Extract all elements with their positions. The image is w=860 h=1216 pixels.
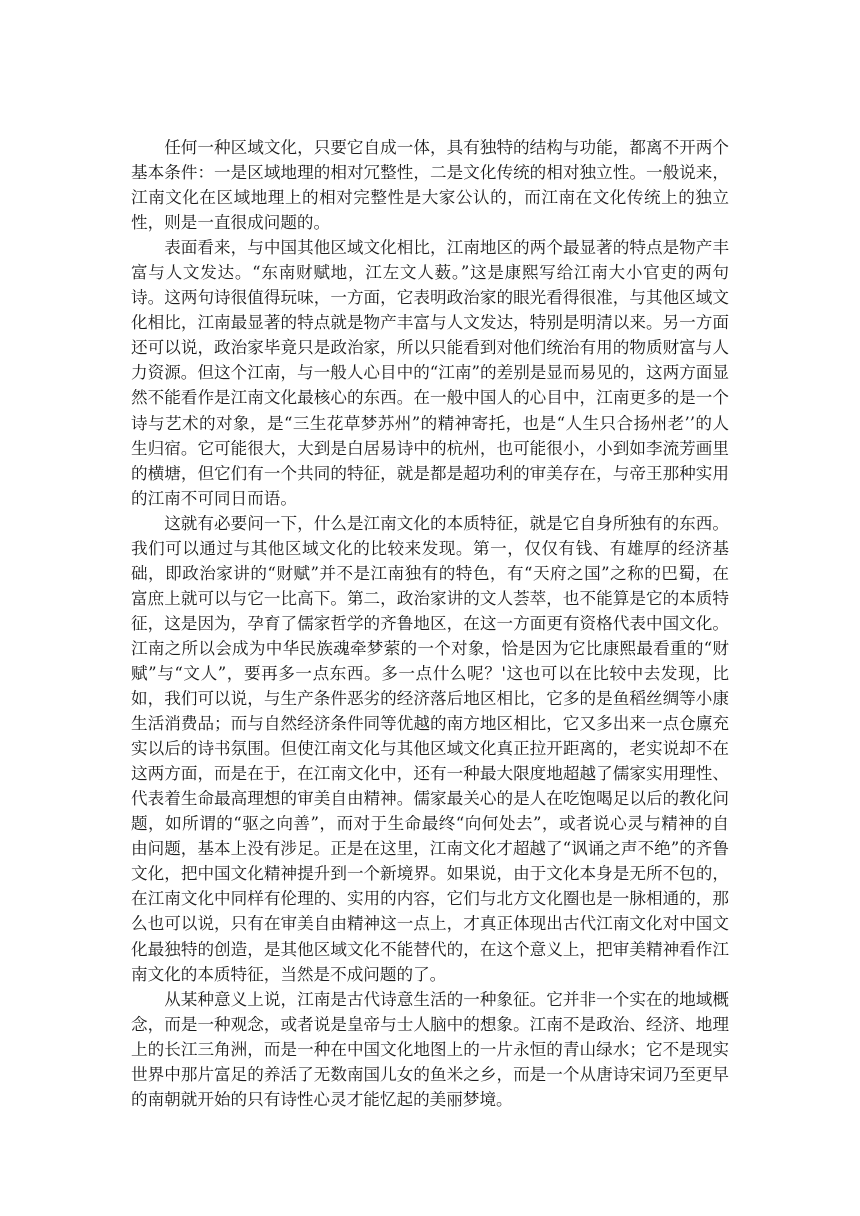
paragraph-2: 表面看来，与中国其他区域文化相比，江南地区的两个最显著的特点是物产丰富与人文发达。“东南财赋地，江左文人薮。”这是康熙写给江南大小官吏的两句诗。这两句诗很值得玩味，一方面，它表明政治家的眼光看得很准，与其他区域文化相比，江南最显著的特点就是物产丰富与人文发达，特别是明清以来。另一方面还可以说，政治家毕竟只是政治家，所以只能看到对他们统治有用的物质财富与人力资源。但这个江南，与一般人心目中的“江南”的差别是显而易见的，这两方面显然不能看作是江南文化最核心的东西。在一般中国人的心目中，江南更多的是一个诗与艺术的对象，是“三生花草梦苏州”的精神寄托，也是“人生只合扬州老’’的人生归宿。它可能很大，大到是白居易诗中的杭州，也可能很小，小到如李流芳画里的横塘，但它们有一个共同的特征，就是都是超功利的审美存在，与帝王那种实用的江南不可同日而语。	[131, 238, 729, 508]
paragraph-4: 从某种意义上说，江南是古代诗意生活的一种象征。它并非一个实在的地域概念，而是一种观念，或者说是皇帝与士人脑中的想象。江南不是政治、经济、地理上的长江三角洲，而是一种在中国文化地图上的一片永恒的青山绿水；它不是现实世界中那片富足的养活了无数南国儿女的鱼米之乡，而是一个从唐诗宋词乃至更早的南朝就开始的只有诗性心灵才能忆起的美丽梦境。	[131, 989, 729, 1109]
paragraph-3: 这就有必要问一下，什么是江南文化的本质特征，就是它自身所独有的东西。我们可以通过与其他区域文化的比较来发现。第一，仅仅有钱、有雄厚的经济基础，即政治家讲的“财赋”并不是江南独有的特色，有“天府之国”之称的巴蜀，在富庶上就可以与它一比高下。第二，政治家讲的文人荟萃，也不能算是它的本质特征，这是因为，孕育了儒家哲学的齐鲁地区，在这一方面更有资格代表中国文化。江南之所以会成为中华民族魂牵梦萦的一个对象，恰是因为它比康熙最看重的“财赋”与“文人”，要再多一点东西。多一点什么呢？'这也可以在比较中去发现，比如，我们可以说，与生产条件恶劣的经济落后地区相比，它多的是鱼稻丝绸等小康生活消费品；而与自然经济条件同等优越的南方地区相比，它又多出来一点仓廪充实以后的诗书氛围。但使江南文化与其他区域文化真正拉开距离的，老实说却不在这两方面，而是在于，在江南文化中，还有一种最大限度地超越了儒家实用理性、代表着生命最高理想的审美自由精神。儒家最关心的是人在吃饱喝足以后的教化问题，如所谓的“驱之向善”，而对于生命最终“向何处去”，或者说心灵与精神的自由问题，基本上没有涉足。正是在这里，江南文化才超越了“讽诵之声不绝”的齐鲁文化，把中国文化精神提升到一个新境界。如果说，由于文化本身是无所不包的，在江南文化中同样有伦理的、实用的内容，它们与北方文化圈也是一脉相通的，那么也可以说，只有在审美自由精神这一点上，才真正体现出古代江南文化对中国文化最独特的创造，是其他区域文化不能替代的，在这个意义上，把审美精神看作江南文化的本质特征，当然是不成问题的了。	[131, 513, 729, 984]
paragraph-1: 任何一种区域文化，只要它自成一体，具有独特的结构与功能，都离不开两个基本条件：一是区域地理的相对冗整性，二是文化传统的相对独立性。一般说来，江南文化在区域地理上的相对完整性是大家公认的，而江南在文化传统上的独立性，则是一直很成问题的。	[131, 138, 729, 233]
article-body	[131, 135, 729, 1112]
